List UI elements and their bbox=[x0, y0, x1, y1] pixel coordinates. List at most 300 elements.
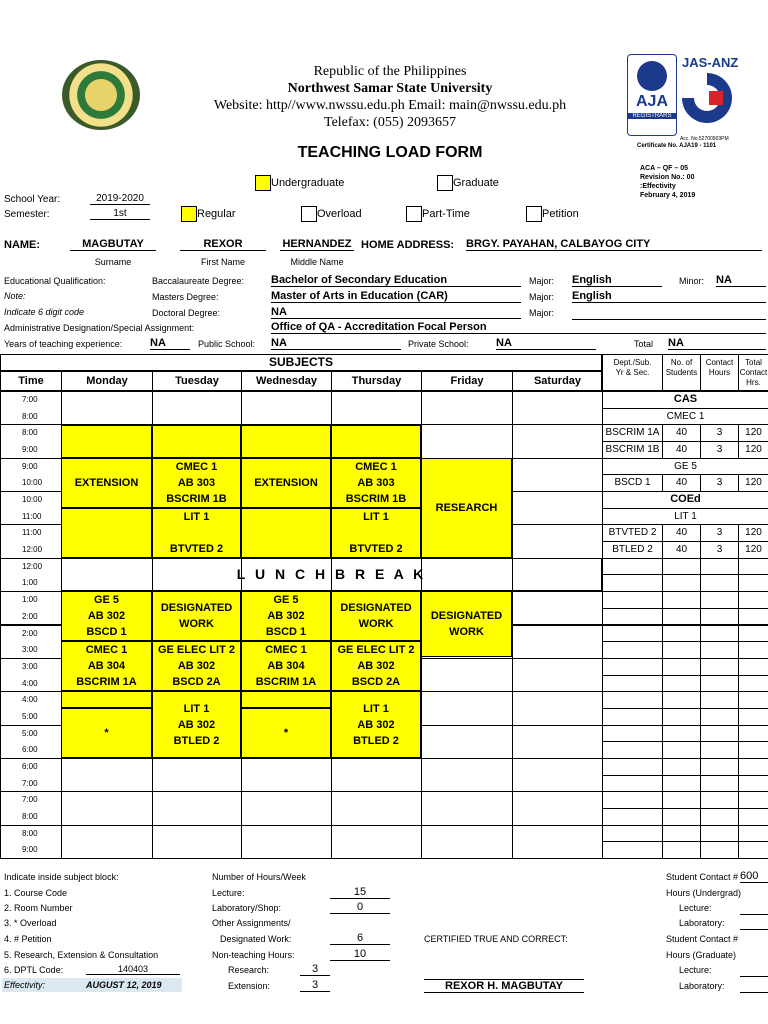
petition-label: Petition bbox=[542, 208, 579, 220]
day-header-4: Thursday bbox=[331, 371, 422, 391]
summary-cell bbox=[700, 608, 739, 626]
time-label: 8:00 bbox=[22, 428, 38, 438]
time-label: 4:00 bbox=[22, 678, 38, 688]
undergraduate-checkbox[interactable] bbox=[255, 175, 271, 191]
summary-cell bbox=[700, 574, 739, 592]
public-label: Public School: bbox=[198, 339, 256, 349]
grid-cell[interactable] bbox=[421, 658, 513, 692]
dptl-label: 6. DPTL Code: bbox=[4, 965, 64, 975]
grid-cell[interactable] bbox=[421, 391, 513, 425]
summary-cell bbox=[738, 641, 768, 659]
summary-cell bbox=[662, 608, 701, 626]
summary-cell bbox=[738, 758, 768, 776]
legend-course-code: 1. Course Code bbox=[4, 888, 68, 898]
time-label: 8:00 bbox=[22, 411, 38, 421]
grid-cell[interactable] bbox=[512, 625, 603, 659]
student-contact-value-1: 600 bbox=[740, 870, 768, 883]
minor-value: NA bbox=[716, 274, 766, 287]
thu-cmec-block[interactable]: CMEC 1 AB 303 BSCRIM 1B bbox=[331, 458, 421, 508]
republic-text: Republic of the Philippines bbox=[313, 64, 467, 79]
form-title: TEACHING LOAD FORM bbox=[297, 144, 483, 161]
time-label: 6:00 bbox=[22, 745, 38, 755]
doctoral-value: NA bbox=[271, 306, 521, 319]
summary-header-2: Contact Hours bbox=[700, 354, 739, 391]
lab-label: Laboratory/Shop: bbox=[212, 903, 282, 913]
time-label: 2:00 bbox=[22, 628, 38, 638]
tue-cmec-block[interactable]: CMEC 1 AB 303 BSCRIM 1B bbox=[152, 458, 241, 508]
time-label: 9:00 bbox=[22, 461, 38, 471]
undergraduate-label: Undergraduate bbox=[271, 177, 345, 189]
summary-cell bbox=[738, 791, 768, 809]
grid-cell[interactable] bbox=[421, 758, 513, 792]
time-label: 7:00 bbox=[22, 795, 38, 805]
mon-cmec-block[interactable]: CMEC 1 AB 304 BSCRIM 1A bbox=[61, 641, 152, 691]
wed-ge5-block[interactable]: GE 5 AB 302 BSCD 1 bbox=[241, 591, 331, 641]
time-label: 1:00 bbox=[22, 578, 38, 588]
summary-cell bbox=[738, 574, 768, 592]
summary-cell bbox=[662, 558, 701, 576]
summary-cell: 3 bbox=[700, 424, 739, 442]
name-label: NAME: bbox=[4, 239, 41, 251]
wed-blank-block-3[interactable] bbox=[241, 691, 331, 708]
summary-cell bbox=[700, 625, 739, 643]
summary-cell bbox=[662, 741, 701, 759]
grid-cell[interactable] bbox=[512, 691, 603, 725]
summary-cell: BSCD 1 bbox=[602, 474, 663, 492]
summary-cell bbox=[602, 775, 663, 793]
grid-cell[interactable] bbox=[512, 791, 603, 825]
summary-header-1: No. of Students bbox=[662, 354, 701, 391]
dptl-value: 140403 bbox=[86, 964, 180, 975]
mon-ge5-block[interactable]: GE 5 AB 302 BSCD 1 bbox=[61, 591, 152, 641]
summary-cell bbox=[602, 658, 663, 676]
summary-cell bbox=[738, 825, 768, 843]
time-label: 6:00 bbox=[22, 761, 38, 771]
summary-cell bbox=[662, 825, 701, 843]
grid-cell[interactable] bbox=[512, 591, 603, 625]
signatory-name: REXOR H. MAGBUTAY bbox=[424, 979, 584, 993]
summary-cell bbox=[602, 791, 663, 809]
hours-title: Number of Hours/Week bbox=[212, 872, 306, 882]
grid-cell[interactable] bbox=[61, 791, 153, 825]
time-label: 11:00 bbox=[22, 528, 42, 538]
grid-cell[interactable] bbox=[61, 758, 153, 792]
summary-cell bbox=[700, 691, 739, 709]
grid-cell[interactable] bbox=[241, 825, 332, 859]
bacc-label: Baccalaureate Degree: bbox=[152, 276, 245, 286]
grad-lab-label: Laboratory: bbox=[679, 981, 725, 991]
summary-cell bbox=[662, 708, 701, 726]
tue-lit-block[interactable]: LIT 1 BTVTED 2 bbox=[152, 508, 241, 558]
summary-cell bbox=[602, 708, 663, 726]
private-value: NA bbox=[496, 337, 596, 350]
bacc-value: Bachelor of Secondary Education bbox=[271, 274, 521, 287]
tue-blank-block[interactable] bbox=[152, 425, 241, 458]
hours-graduate-label: Hours (Graduate) bbox=[666, 950, 737, 960]
jas-anz-logo bbox=[682, 73, 732, 123]
designated-value: 6 bbox=[330, 932, 390, 945]
summary-cell bbox=[602, 825, 663, 843]
other-assign-label: Other Assignments/ bbox=[212, 918, 291, 928]
time-label: 3:00 bbox=[22, 645, 38, 655]
university-seal bbox=[62, 60, 140, 130]
summary-cell: 40 bbox=[662, 474, 701, 492]
admin-label: Administrative Designation/Special Assignment: bbox=[4, 323, 195, 333]
time-label: 11:00 bbox=[22, 511, 42, 521]
summary-cell bbox=[602, 808, 663, 826]
designated-label: Designated Work: bbox=[220, 934, 292, 944]
fri-designated-block[interactable]: DESIGNATED WORK bbox=[421, 591, 512, 657]
jas-anz-label: JAS-ANZ bbox=[682, 55, 739, 70]
legend-petition: 4. # Petition bbox=[4, 934, 52, 944]
summary-cell bbox=[738, 625, 768, 643]
summary-cell: 120 bbox=[738, 441, 768, 459]
summary-cell bbox=[602, 841, 663, 859]
time-label: 12:00 bbox=[22, 545, 43, 555]
time-label: 7:00 bbox=[22, 778, 38, 788]
summary-cell: 3 bbox=[700, 474, 739, 492]
summary-cell bbox=[662, 758, 701, 776]
grid-cell[interactable] bbox=[512, 758, 603, 792]
summary-cell bbox=[700, 775, 739, 793]
day-header-1: Monday bbox=[61, 371, 153, 391]
summary-cell: 120 bbox=[738, 474, 768, 492]
grid-cell[interactable] bbox=[241, 758, 332, 792]
summary-cell: 120 bbox=[738, 424, 768, 442]
summary-cell bbox=[738, 658, 768, 676]
grid-cell[interactable] bbox=[152, 791, 242, 825]
summary-cell bbox=[738, 775, 768, 793]
lab-value: 0 bbox=[330, 901, 390, 914]
graduate-label: Graduate bbox=[453, 177, 499, 189]
undergrad-lecture-label: Lecture: bbox=[679, 903, 712, 913]
grid-cell[interactable] bbox=[512, 524, 603, 558]
summary-cell: 3 bbox=[700, 441, 739, 459]
grid-cell[interactable] bbox=[331, 391, 422, 425]
summary-cell bbox=[738, 591, 768, 609]
thu-geelec-block[interactable]: GE ELEC LIT 2 AB 302 BSCD 2A bbox=[331, 641, 421, 691]
time-label: 8:00 bbox=[22, 828, 38, 838]
summary-cell: 40 bbox=[662, 524, 701, 542]
subject-group: GE 5 bbox=[602, 458, 768, 476]
middlename-caption: Middle Name bbox=[290, 257, 344, 267]
college-group: CAS bbox=[602, 391, 768, 409]
grid-cell[interactable] bbox=[512, 658, 603, 692]
summary-cell bbox=[662, 574, 701, 592]
time-label: 7:00 bbox=[22, 395, 38, 404]
summary-cell bbox=[602, 758, 663, 776]
home-address-label: HOME ADDRESS: bbox=[361, 239, 455, 251]
summary-cell bbox=[662, 791, 701, 809]
website-email: Website: http//www.nwssu.edu.ph Email: main@nwssu.edu.ph bbox=[213, 98, 567, 113]
summary-cell bbox=[738, 691, 768, 709]
admin-value: Office of QA - Accreditation Focal Person bbox=[271, 321, 766, 334]
grid-cell[interactable] bbox=[61, 825, 153, 859]
grid-cell[interactable] bbox=[421, 691, 513, 725]
regular-checkbox[interactable] bbox=[181, 206, 197, 222]
student-contact-label-1: Student Contact # bbox=[666, 872, 739, 882]
indicate-label: Indicate inside subject block: bbox=[4, 872, 119, 882]
summary-cell bbox=[738, 808, 768, 826]
doctoral-label: Doctoral Degree: bbox=[152, 308, 221, 318]
summary-cell: 3 bbox=[700, 541, 739, 559]
overload-label: Overload bbox=[317, 208, 362, 220]
summary-cell bbox=[662, 808, 701, 826]
time-label: 10:00 bbox=[22, 495, 43, 505]
summary-cell: 40 bbox=[662, 424, 701, 442]
years-value: NA bbox=[150, 337, 190, 350]
summary-cell bbox=[700, 725, 739, 743]
tue-geelec-block[interactable]: GE ELEC LIT 2 AB 302 BSCD 2A bbox=[152, 641, 241, 691]
years-label: Years of teaching experience: bbox=[4, 339, 123, 349]
summary-cell bbox=[700, 558, 739, 576]
summary-cell bbox=[700, 641, 739, 659]
hours-undergrad-label: Hours (Undergrad) bbox=[666, 888, 742, 898]
graduate-checkbox[interactable] bbox=[437, 175, 453, 191]
summary-cell bbox=[700, 708, 739, 726]
thu-blank-block[interactable] bbox=[331, 425, 421, 458]
day-header-2: Tuesday bbox=[152, 371, 242, 391]
summary-cell bbox=[700, 841, 739, 859]
mon-blank-block-2[interactable] bbox=[61, 508, 152, 558]
grid-cell[interactable] bbox=[152, 758, 242, 792]
summary-cell bbox=[700, 675, 739, 693]
wed-overload-block[interactable]: * bbox=[241, 708, 331, 758]
extension-value: 3 bbox=[300, 979, 330, 992]
summary-cell bbox=[662, 591, 701, 609]
doc-control: ACA – QF – 05 Revision No.: 00 :Effectivity February 4, 2019 bbox=[640, 165, 696, 199]
grid-cell[interactable] bbox=[152, 825, 242, 859]
summary-cell bbox=[738, 708, 768, 726]
grid-cell[interactable] bbox=[421, 424, 513, 458]
summary-cell bbox=[602, 608, 663, 626]
summary-cell bbox=[738, 741, 768, 759]
college-group: COEd bbox=[602, 491, 768, 509]
masters-value: Master of Arts in Education (CAR) bbox=[271, 290, 521, 303]
wed-blank-block-2[interactable] bbox=[241, 508, 331, 558]
acc-no: Acc. No.52700903PM bbox=[680, 136, 729, 142]
summary-cell bbox=[700, 791, 739, 809]
private-label: Private School: bbox=[408, 339, 469, 349]
lecture-label: Lecture: bbox=[212, 888, 245, 898]
total-label: Total bbox=[634, 339, 654, 349]
summary-cell: 120 bbox=[738, 541, 768, 559]
summary-cell bbox=[662, 841, 701, 859]
summary-cell bbox=[700, 658, 739, 676]
grid-cell[interactable] bbox=[331, 825, 422, 859]
mon-blank-block-3[interactable] bbox=[61, 691, 152, 708]
summary-cell bbox=[700, 591, 739, 609]
grid-cell[interactable] bbox=[512, 491, 603, 525]
effectivity-row: Effectivity: AUGUST 12, 2019 bbox=[2, 978, 182, 992]
grid-cell[interactable] bbox=[331, 758, 422, 792]
legend-research: 5. Research, Extension & Consultation bbox=[4, 950, 159, 960]
summary-cell bbox=[602, 591, 663, 609]
day-header-0: Time bbox=[0, 371, 62, 391]
home-address-value: BRGY. PAYAHAN, CALBAYOG CITY bbox=[466, 238, 762, 251]
summary-header-3: Total Contact Hrs. bbox=[738, 354, 768, 391]
day-header-5: Friday bbox=[421, 371, 513, 391]
summary-cell bbox=[662, 691, 701, 709]
student-contact-label-2: Student Contact # bbox=[666, 934, 739, 944]
summary-cell bbox=[602, 574, 663, 592]
wed-cmec-block[interactable]: CMEC 1 AB 304 BSCRIM 1A bbox=[241, 641, 331, 691]
major-label-3: Major: bbox=[529, 308, 555, 318]
summary-cell bbox=[602, 641, 663, 659]
summary-cell: 3 bbox=[700, 524, 739, 542]
summary-cell bbox=[602, 558, 663, 576]
time-label: 3:00 bbox=[22, 661, 38, 671]
aja-logo: AJA REGISTRARS bbox=[627, 54, 677, 136]
major-label-1: Major: bbox=[529, 276, 555, 286]
certified-label: CERTIFIED TRUE AND CORRECT: bbox=[424, 934, 568, 944]
school-year-label: School Year: bbox=[4, 194, 61, 205]
summary-cell: 40 bbox=[662, 441, 701, 459]
summary-cell bbox=[700, 808, 739, 826]
thu-designated-block[interactable]: DESIGNATED WORK bbox=[331, 591, 421, 641]
regular-label: Regular bbox=[197, 208, 236, 220]
parttime-checkbox[interactable] bbox=[406, 206, 422, 222]
surname-caption: Surname bbox=[94, 257, 132, 267]
firstname-value: REXOR bbox=[180, 238, 266, 251]
time-label: 12:00 bbox=[22, 561, 43, 571]
extension-label: Extension: bbox=[228, 981, 271, 991]
time-label: 5:00 bbox=[22, 728, 38, 738]
public-value: NA bbox=[271, 337, 401, 350]
edu-qual-label: Educational Qualification: bbox=[4, 276, 106, 286]
summary-cell bbox=[662, 641, 701, 659]
petition-checkbox[interactable] bbox=[526, 206, 542, 222]
summary-cell: 40 bbox=[662, 541, 701, 559]
summary-cell bbox=[662, 625, 701, 643]
thu-lit1-block[interactable]: LIT 1 AB 302 BTLED 2 bbox=[331, 691, 421, 758]
legend-overload: 3. * Overload bbox=[4, 918, 57, 928]
time-label: 4:00 bbox=[22, 695, 38, 705]
summary-cell: 120 bbox=[738, 524, 768, 542]
day-header-3: Wednesday bbox=[241, 371, 332, 391]
summary-cell bbox=[602, 625, 663, 643]
summary-cell bbox=[662, 775, 701, 793]
indicate-code-note: Indicate 6 digit code bbox=[4, 307, 85, 317]
summary-cell bbox=[662, 658, 701, 676]
note-label: Note: bbox=[4, 291, 26, 301]
middlename-value: HERNANDEZ bbox=[280, 238, 354, 251]
grid-cell[interactable] bbox=[241, 791, 332, 825]
fri-research-block[interactable]: RESEARCH bbox=[421, 458, 512, 558]
telefax: Telefax: (055) 2093657 bbox=[324, 115, 456, 130]
surname-value: MAGBUTAY bbox=[70, 238, 156, 251]
research-label: Research: bbox=[228, 965, 270, 975]
grid-cell[interactable] bbox=[512, 825, 603, 859]
tue-designated-block[interactable]: DESIGNATED WORK bbox=[152, 591, 241, 641]
time-label: 10:00 bbox=[22, 478, 43, 488]
grid-cell[interactable] bbox=[152, 391, 242, 425]
summary-cell bbox=[700, 825, 739, 843]
grad-lecture-label: Lecture: bbox=[679, 965, 712, 975]
semester-value: 1st bbox=[90, 208, 150, 220]
day-header-6: Saturday bbox=[512, 371, 603, 391]
nonteaching-value: 10 bbox=[330, 948, 390, 961]
school-year-value: 2019-2020 bbox=[90, 193, 150, 205]
legend-room-number: 2. Room Number bbox=[4, 903, 73, 913]
major-value-3 bbox=[572, 306, 766, 320]
time-label: 5:00 bbox=[22, 711, 38, 721]
nonteaching-label: Non-teaching Hours: bbox=[212, 950, 295, 960]
time-label: 2:00 bbox=[22, 611, 38, 621]
time-label: 8:00 bbox=[22, 811, 38, 821]
summary-cell bbox=[700, 741, 739, 759]
mon-blank-block[interactable] bbox=[61, 425, 152, 458]
subject-group: CMEC 1 bbox=[602, 408, 768, 426]
time-label: 1:00 bbox=[22, 595, 38, 605]
grid-cell[interactable] bbox=[421, 825, 513, 859]
overload-checkbox[interactable] bbox=[301, 206, 317, 222]
major-label-2: Major: bbox=[529, 292, 555, 302]
summary-cell bbox=[738, 558, 768, 576]
summary-header-0: Dept./Sub. Yr & Sec. bbox=[602, 354, 663, 391]
summary-cell bbox=[602, 725, 663, 743]
firstname-caption: First Name bbox=[200, 257, 245, 267]
summary-cell bbox=[662, 675, 701, 693]
summary-cell: BSCRIM 1B bbox=[602, 441, 663, 459]
subject-group: LIT 1 bbox=[602, 508, 768, 526]
grid-cell[interactable] bbox=[512, 458, 603, 492]
lecture-value: 15 bbox=[330, 886, 390, 899]
thu-lit-block[interactable]: LIT 1 BTVTED 2 bbox=[331, 508, 421, 558]
summary-cell bbox=[602, 691, 663, 709]
major-value-1: English bbox=[572, 274, 662, 287]
mon-extension-block[interactable]: EXTENSION bbox=[61, 458, 152, 508]
time-label: 9:00 bbox=[22, 845, 38, 855]
semester-label: Semester: bbox=[4, 209, 50, 220]
masters-label: Masters Degree: bbox=[152, 292, 219, 302]
minor-label: Minor: bbox=[679, 276, 705, 286]
summary-cell bbox=[738, 608, 768, 626]
subjects-title: SUBJECTS bbox=[268, 355, 333, 369]
time-label: 9:00 bbox=[22, 445, 38, 455]
undergrad-lab-label: Laboratory: bbox=[679, 918, 725, 928]
grid-cell[interactable] bbox=[421, 725, 513, 759]
grid-cell[interactable] bbox=[241, 391, 332, 425]
grid-cell[interactable] bbox=[512, 725, 603, 759]
wed-extension-block[interactable]: EXTENSION bbox=[241, 458, 331, 508]
grid-cell[interactable] bbox=[331, 791, 422, 825]
summary-cell bbox=[602, 741, 663, 759]
university-name: Northwest Samar State University bbox=[287, 81, 493, 96]
mon-overload-block[interactable]: * bbox=[61, 708, 152, 758]
summary-cell: BSCRIM 1A bbox=[602, 424, 663, 442]
wed-blank-block[interactable] bbox=[241, 425, 331, 458]
grid-cell[interactable] bbox=[512, 391, 603, 425]
summary-cell bbox=[700, 758, 739, 776]
summary-cell bbox=[738, 675, 768, 693]
research-value: 3 bbox=[300, 963, 330, 976]
grid-cell[interactable] bbox=[421, 791, 513, 825]
total-value: NA bbox=[668, 337, 766, 350]
tue-lit1-block[interactable]: LIT 1 AB 302 BTLED 2 bbox=[152, 691, 241, 758]
summary-cell bbox=[738, 725, 768, 743]
summary-cell bbox=[602, 675, 663, 693]
cert-no: Certificate No. AJA19 - 1101 bbox=[637, 143, 717, 149]
parttime-label: Part-Time bbox=[422, 208, 470, 220]
lunch-break: L U N C H B R E A K bbox=[61, 558, 602, 591]
grid-cell[interactable] bbox=[61, 391, 153, 425]
summary-cell: BTVTED 2 bbox=[602, 524, 663, 542]
summary-cell bbox=[662, 725, 701, 743]
summary-cell bbox=[738, 841, 768, 859]
grid-cell[interactable] bbox=[512, 424, 603, 458]
summary-cell: BTLED 2 bbox=[602, 541, 663, 559]
